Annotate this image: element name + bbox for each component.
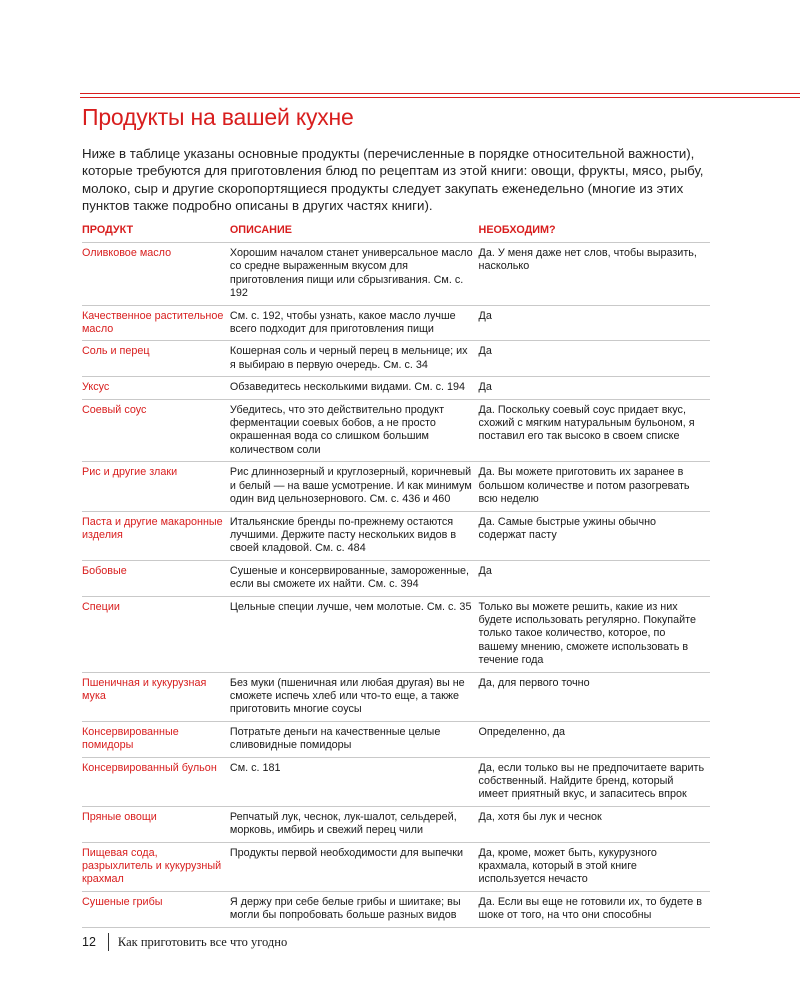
table-row [82,721,710,757]
cell-description: Репчатый лук, чеснок, лук-шалот, сельдерей, морковь, имбирь и свежий перец чили [230,806,479,842]
cell-needed: Да [479,377,710,399]
cell-needed: Да. Поскольку соевый соус придает вкус, схожий с мягким натуральным бульоном, я поставил его так высоко в своем списке [479,399,710,462]
table-row [82,560,710,596]
cell-description: Цельные специи лучше, чем молотые. См. с. 35 [230,596,479,672]
table-row [82,842,710,891]
cell-product: Паста и другие макаронные изделия [82,511,230,560]
cell-description: Убедитесь, что это действительно продукт ферментации соевых бобов, а не просто окрашенная вода со слишком большим количеством соли [230,399,479,462]
cell-description: Хорошим началом станет универсальное масло со средне выраженным вкусом для приготовления пищи или сбрызгивания. См. с. 192 [230,243,479,306]
table-row [82,341,710,377]
cell-needed: Да. Вы можете приготовить их заранее в большом количестве и потом разогревать всю неделю [479,462,710,511]
cell-description: Сушеные и консервированные, замороженные, если вы сможете их найти. См. с. 394 [230,560,479,596]
intro-paragraph: Ниже в таблице указаны основные продукты (перечисленные в порядке относительной важности), которые требуются для приготовления блюд по рецептам из этой книги: овощи, фрукты, мясо, рыбу, молоко, сыр и другие скоропортящиеся продукты следует закупать еженедельно (многие из этих пунктов также подробно описаны в других частях книги). [82,146,704,213]
cell-needed: Да. Самые быстрые ужины обычно содержат пасту [479,511,710,560]
table-row [82,377,710,399]
cell-product: Пряные овощи [82,806,230,842]
cell-needed: Да, если только вы не предпочитаете варить собственный. Найдите бренд, который имеет приятный вкус, и запаситесь впрок [479,757,710,806]
table-row [82,305,710,341]
cell-description: Я держу при себе белые грибы и шиитаке; вы могли бы попробовать больше разных видов [230,891,479,927]
cell-description: Потратьте деньги на качественные целые сливовидные помидоры [230,721,479,757]
table-row [82,757,710,806]
header-rules [80,93,800,101]
cell-needed: Да. Если вы еще не готовили их, то будете в шоке от того, на что они способны [479,891,710,927]
column-header-product: ПРОДУКТ [82,220,230,243]
cell-product: Рис и другие злаки [82,462,230,511]
cell-needed: Да, для первого точно [479,672,710,721]
cell-needed: Определенно, да [479,721,710,757]
table-row [82,399,710,462]
cell-product: Специи [82,596,230,672]
cell-needed: Да. У меня даже нет слов, чтобы выразить, насколько [479,243,710,306]
products-table [82,220,710,928]
cell-product: Пищевая сода, разрыхлитель и кукурузный крахмал [82,842,230,891]
cell-product: Соль и перец [82,341,230,377]
footer-divider [108,933,109,951]
book-title: Как приготовить все что угодно [117,934,288,949]
cell-description: Итальянские бренды по-прежнему остаются лучшими. Держите пасту нескольких видов в своей кладовой. См. с. 484 [230,511,479,560]
column-header-description: ОПИСАНИЕ [230,220,479,243]
cell-product: Соевый соус [82,399,230,462]
cell-description: Рис длиннозерный и круглозерный, коричневый и белый — на ваше усмотрение. И как минимум один вид цельнозернового. См. с. 436 и 460 [230,462,479,511]
table-row [82,462,710,511]
page-footer [82,933,287,951]
table-row [82,596,710,672]
cell-description: См. с. 181 [230,757,479,806]
table-header-row [82,220,710,243]
table-row [82,511,710,560]
page-number: 12 [82,935,96,949]
cell-description: Обзаведитесь несколькими видами. См. с. 194 [230,377,479,399]
table-row [82,891,710,927]
cell-needed: Да [479,560,710,596]
header-rule-1 [80,93,800,94]
cell-product: Оливковое масло [82,243,230,306]
cell-product: Консервированный бульон [82,757,230,806]
cell-description: Без муки (пшеничная или любая другая) вы не сможете испечь хлеб или что-то еще, а также приготовить многие соусы [230,672,479,721]
cell-product: Качественное растительное масло [82,305,230,341]
cell-needed: Да [479,305,710,341]
cell-needed: Да, хотя бы лук и чеснок [479,806,710,842]
column-header-needed: НЕОБХОДИМ? [479,220,710,243]
cell-product: Уксус [82,377,230,399]
cell-description: См. с. 192, чтобы узнать, какое масло лучше всего подходит для приготовления пищи [230,305,479,341]
cell-needed: Да, кроме, может быть, кукурузного крахмала, который в этой книге используется нечасто [479,842,710,891]
header-rule-2 [80,97,800,98]
cell-needed: Да [479,341,710,377]
cell-description: Продукты первой необходимости для выпечки [230,842,479,891]
cell-needed: Только вы можете решить, какие из них будете использовать регулярно. Покупайте только такое количество, которое, по вашему мнению, сможете использовать в течение года [479,596,710,672]
cell-product: Сушеные грибы [82,891,230,927]
cell-product: Консервированные помидоры [82,721,230,757]
cell-product: Бобовые [82,560,230,596]
table-row [82,672,710,721]
cell-description: Кошерная соль и черный перец в мельнице; их я выбираю в первую очередь. См. с. 34 [230,341,479,377]
cell-product: Пшеничная и кукурузная мука [82,672,230,721]
page-title: Продукты на вашей кухне [82,104,354,130]
table-row [82,806,710,842]
table-row [82,243,710,306]
